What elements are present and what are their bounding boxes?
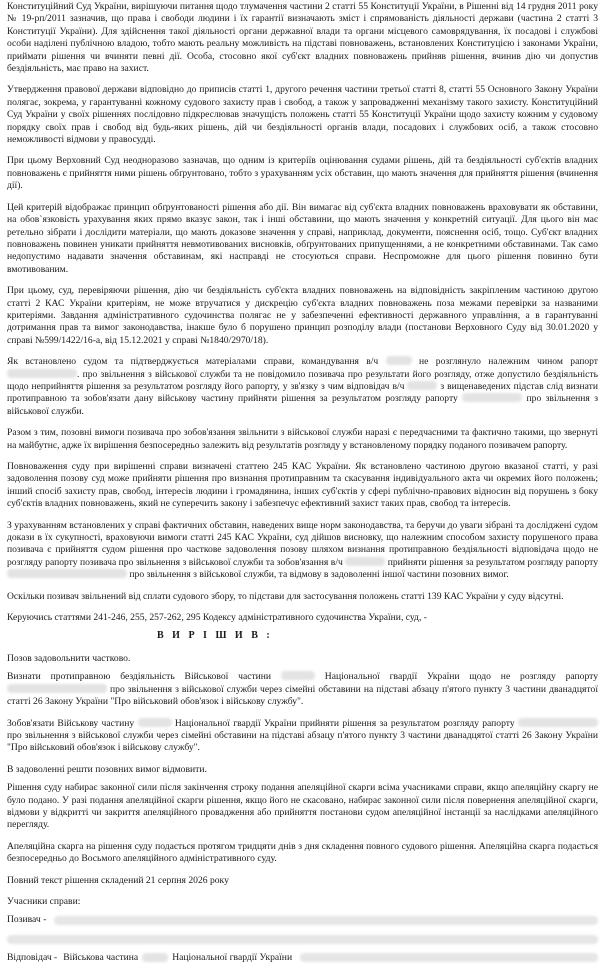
paragraph-conclusion: З урахуванням встановлених у справі фактичних обставин, наведених вище норм законодавства, та беручи до уваги зібрані та досліджені судом докази в їх сукупності, враховуючи вимоги статті 245 КАС України, суд дійшов висновку, що належним способом захисту порушеного права позивача є прийняття судом рішення про часткове задоволення позову шляхом визнання протиправною бездіяльності відповідача щодо не розгляду рапорту позивача про звільнення з військової служби та зобов'язання в/ч прийняти рішення за результатом розгляду рапорту про звільнення з військової служби, та відмову в задоволенні іншої частини позовних вимог. [7, 519, 598, 581]
ruling-partial-satisfaction: Позов задовольнити частково. [7, 652, 131, 664]
paragraph-court-powers: Повноваження суду при вирішенні справи визначені статтею 245 КАС України. Як встановлено частиною другою вказаної статті, у разі задоволення позову суд може прийняти рішення про визнання протиправним та скасування індивідуального акта чи окремих його положень; інший спосіб захисту прав, свобод, інтересів людини і громадянина, інших суб'єктів у сфері публічно-правових відносин від порушень з боку суб'єктів владних повноважень, який не суперечить закону і забезпечує ефективний захист таких прав, свобод та інтересів. [7, 461, 598, 510]
paragraph-appeal: Апеляційна скарга на рішення суду подається протягом тридцяти днів з дня складення повного судового рішення. Апеляційна скарга подається безпосередньо до Восьмого апеляційного адміністративного суду. [7, 840, 598, 865]
paragraph-guided-by: Керуючись статтями 241-246, 255, 257-262, 295 Кодексу адміністративного судочинства України, суд, - [7, 612, 427, 624]
paragraph-entry-into-force: Рішення суду набирає законної сили після закінчення строку подання апеляційної скарги всіма учасниками справи, якщо апеляційну скаргу не було подано. У разі подання апеляційної скарги рішення, якщо його не скасовано, набирає законної сили після повернення апеляційної скарги, відмови у відкритті чи закриття апеляційного провадження або прийняття постанови судом апеляційної інстанції за наслідками апеляційного перегляду. [7, 782, 598, 831]
ruling-reject-rest: В задоволенні решти позовних вимог відмовити. [7, 763, 207, 775]
paragraph-full-text-date: Повний текст рішення складений 21 серпня 2026 року [7, 874, 229, 886]
paragraph-justification-principle: Цей критерій відображає принцип обґрунтованості рішення або дії. Він вимагає від суб'єкта владних повноважень враховувати як обставини, на обов`язковість урахування яких прямо вказує закон, так і інші обставини, що мають значення у конкретній ситуації. Для цього він має ретельно зібрати і дослідити матеріали, що мають доказове значення у справі, наприклад, документи, пояснення осіб, тощо. Суб'єкт владних повноважень повинен уникати прийняття невмотивованих висновків, обґрунтованих припущеннями, а не конкретними обставинами. Так само недопустимо надавати значення обставинам, які насправді не стосуються справи. Неспроможне для цього рішення повинно бути вмотивованим. [7, 201, 598, 275]
plaintiff-line [7, 914, 598, 926]
ruling-oblige: Зобов'язати Військову частину Національної гвардії України прийняти рішення за результатом розгляду рапорту про звільнення з військової служби через сімейні обставини на підставі абзацу п'ятого пункту 3 частини дванадцятої статті 26 Закону України "Про військовий обов'язок і військову службу". [7, 717, 598, 754]
redacted-plaintiff-details [54, 916, 598, 925]
paragraph-rapport-findings: Як встановлено судом та підтверджується матеріалами справи, командування в/ч не розглянуло належним чином рапорт . про звільнення з військової служби та не повідомило позивача про результати його розгляду, отже допустило бездіяльність щодо неприйняття рішення за результатом розгляду його рапорту, у зв'язку з чим відповідач в/ч з вищенаведених підстав слід визнати протиправною та зобов'язати дану військову частину прийняти рішення за результатом розгляду рапорту про звільнення з військової служби. [7, 356, 599, 417]
ruling-heading: В И Р І Ш И В : [157, 630, 273, 642]
redacted-unit-number [281, 671, 315, 680]
defendant-line [7, 952, 598, 964]
redacted-rapport-date [7, 369, 77, 378]
defendant-guard: Національної гвардії України [172, 951, 293, 963]
participants-label: Учасники справи: [7, 895, 81, 907]
plaintiff-label: Позивач - [7, 914, 47, 926]
defendant-unit: Військова частина [63, 951, 139, 963]
redacted-unit-number [345, 557, 385, 566]
paragraph-supreme-court-criteria: При цьому Верховний Суд неодноразово зазначав, що одним із критеріїв оцінювання судами рішень, дій та бездіяльності суб'єктів владних повноважень є прийняття ними рішень обґрунтовано, тобто з урахуванням усіх обставин, що мають значення для прийняття рішення (вчинення дії). [7, 155, 598, 192]
redacted-rapport-date [518, 718, 598, 727]
ruling-declare-unlawful: Визнати протиправною бездіяльність Військової частини Національної гвардії України щодо не розгляду рапорту про звільнення з військової служби через сімейні обставини на підставі абзацу п'ятого пункту 3 частини дванадцятої статті 26 Закону України "Про військовий обов'язок і військову службу". [7, 671, 598, 708]
plaintiff-line-continued [7, 935, 598, 944]
redacted-unit-number [142, 953, 168, 962]
defendant-label: Відповідач - [7, 951, 58, 963]
redacted-defendant-details [300, 953, 598, 962]
redacted-unit-number [386, 356, 412, 365]
redacted-plaintiff-details [7, 935, 598, 944]
redacted-rapport-date [7, 684, 107, 693]
paragraph-premature-claims: Разом з тим, позовні вимоги позивача про зобов'язання звільнити з військової служби наразі є передчасними та фактично такими, що звернуті на майбутнє, адже їх вирішення безпосередньо залежить від результатів розгляду у встановленому порядку поданого позивачем рапорту. [7, 427, 598, 451]
paragraph-discretion: При цьому, суд, перевіряючи рішення, дію чи бездіяльність суб'єкта владних повноважень на відповідність закріпленим частиною другою статті 2 КАС України критеріям, не може втручатися у дискрецію суб'єкта владних повноважень поза межами перевірки за названими критеріями. Завдання адміністративного судочинства полягає не у забезпеченні ефективності державного управління, а в гарантуванні дотримання прав та вимог законодавства, інакше було б порушено принцип розподілу влади (постанови Верховного Суду від 30.01.2020 у справі №599/1422/16-а, від 15.12.2021 у справі №1840/2970/18). [7, 285, 598, 346]
redacted-unit-number [407, 381, 437, 390]
paragraph-constitutional-court: Конституційний Суд України, вирішуючи питання щодо тлумачення частини 2 статті 55 Конституції України, в Рішенні від 14 грудня 2011 року № 19-рп/2011 зазначив, що права і свободи людини і їх гарантії визначають зміст і спрямованість діяльності держави (частина 2 статті 3 Конституції України). Для здійснення такої діяльності органи державної влади та органи місцевого самоврядування, їх посадові і службові особи наділені публічною владою, тобто мають реальну можливість на підставі повноважень, встановлених Конституцією і законами України, приймати рішення чи вчиняти певні дії. Особа, стосовно якої суб'єкт владних повноважень прийняв рішення, вчинив дію чи допустив бездіяльність, має право на захист. [7, 1, 598, 75]
redacted-rapport-date [7, 569, 127, 578]
redacted-unit-number [138, 718, 172, 727]
redacted-rapport-date [462, 393, 522, 402]
paragraph-rule-of-law: Утвердження правової держави відповідно до приписів статті 1, другого речення частини третьої статті 8, статті 55 Основного Закону України полягає, зокрема, у гарантуванні кожному судового захисту прав і свобод, а також у запровадженні механізму такого захисту. Конституційний Суд України у своїх рішеннях послідовно підкреслював значущість положень статті 55 Конституції України щодо захисту кожним у судовому порядку своїх прав і свобод від будь-яких рішень, дій чи бездіяльності органів влади, посадових і службових осіб, а також стосовно неможливості відмови у правосудді. [7, 84, 598, 146]
paragraph-court-fee: Оскільки позивач звільнений від сплати судового збору, то підстави для застосування положень статті 139 КАС України у суду відсутні. [7, 590, 564, 602]
